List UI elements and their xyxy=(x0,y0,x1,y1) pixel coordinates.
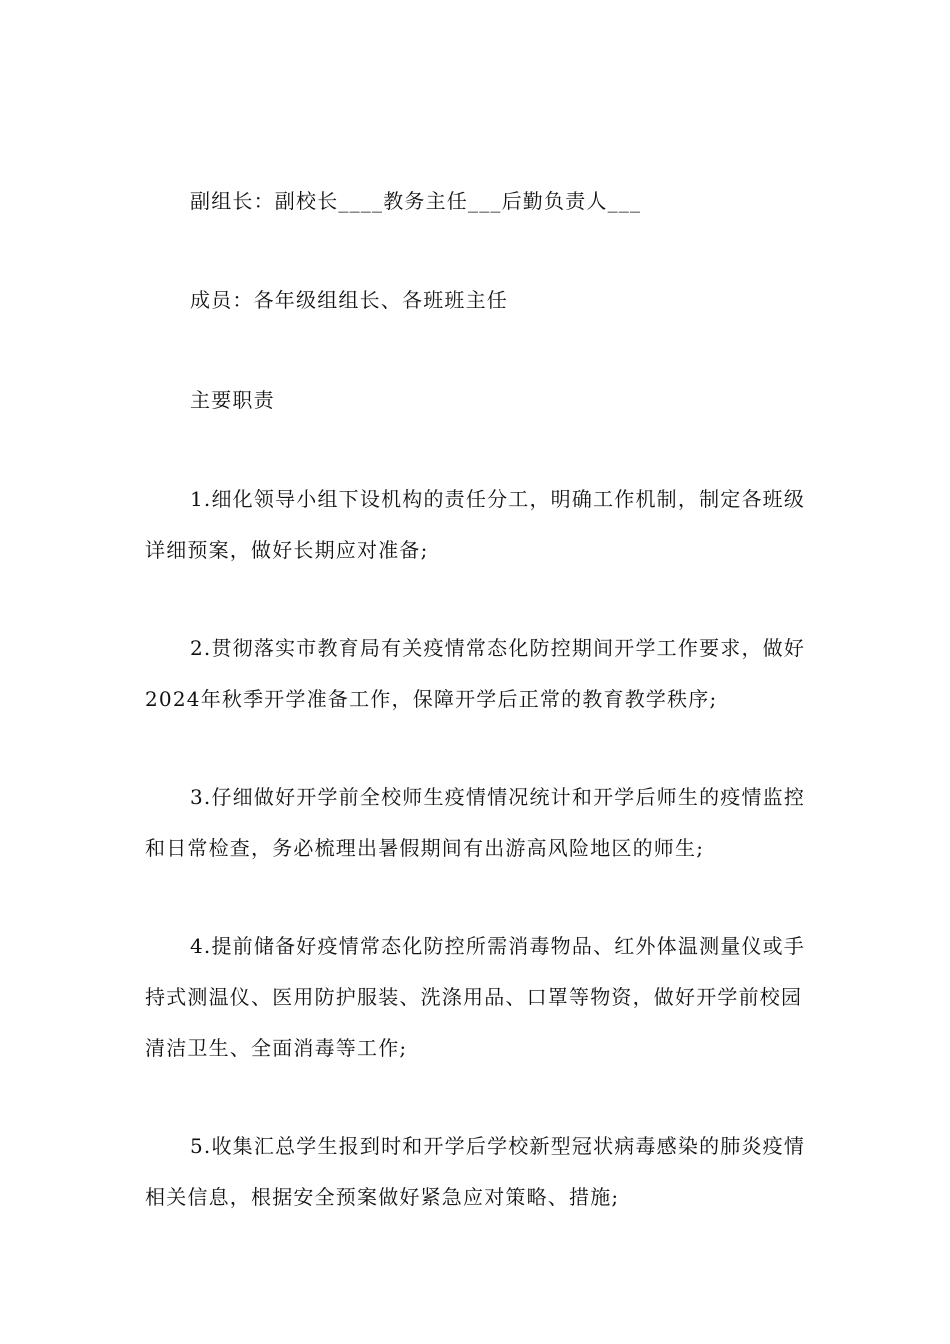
duty-item-5: 5.收集汇总学生报到时和开学后学校新型冠状病毒感染的肺炎疫情相关信息，根据安全预案做好紧急应对策略、措施; xyxy=(145,1134,806,1209)
duty-item-4: 4.提前储备好疫情常态化防控所需消毒物品、红外体温测量仪或手持式测温仪、医用防护服装、洗涤用品、口罩等物资，做好开学前校园清洁卫生、全面消毒等工作; xyxy=(145,934,806,1060)
deputy-leader-line: 副组长：副校长____教务主任___后勤负责人___ xyxy=(190,189,642,213)
duty-item-3: 3.仔细做好开学前全校师生疫情情况统计和开学后师生的疫情监控和日常检查，务必梳理出暑假期间有出游高风险地区的师生; xyxy=(145,785,806,860)
duty-item-1: 1.细化领导小组下设机构的责任分工，明确工作机制，制定各班级详细预案，做好长期应对准备; xyxy=(145,487,806,562)
duty-item-2: 2.贯彻落实市教育局有关疫情常态化防控期间开学工作要求，做好2024年秋季开学准备工作，保障开学后正常的教育教学秩序; xyxy=(145,636,806,711)
members-line: 成员：各年级组组长、各班班主任 xyxy=(190,288,508,312)
duties-heading: 主要职责 xyxy=(190,388,275,412)
